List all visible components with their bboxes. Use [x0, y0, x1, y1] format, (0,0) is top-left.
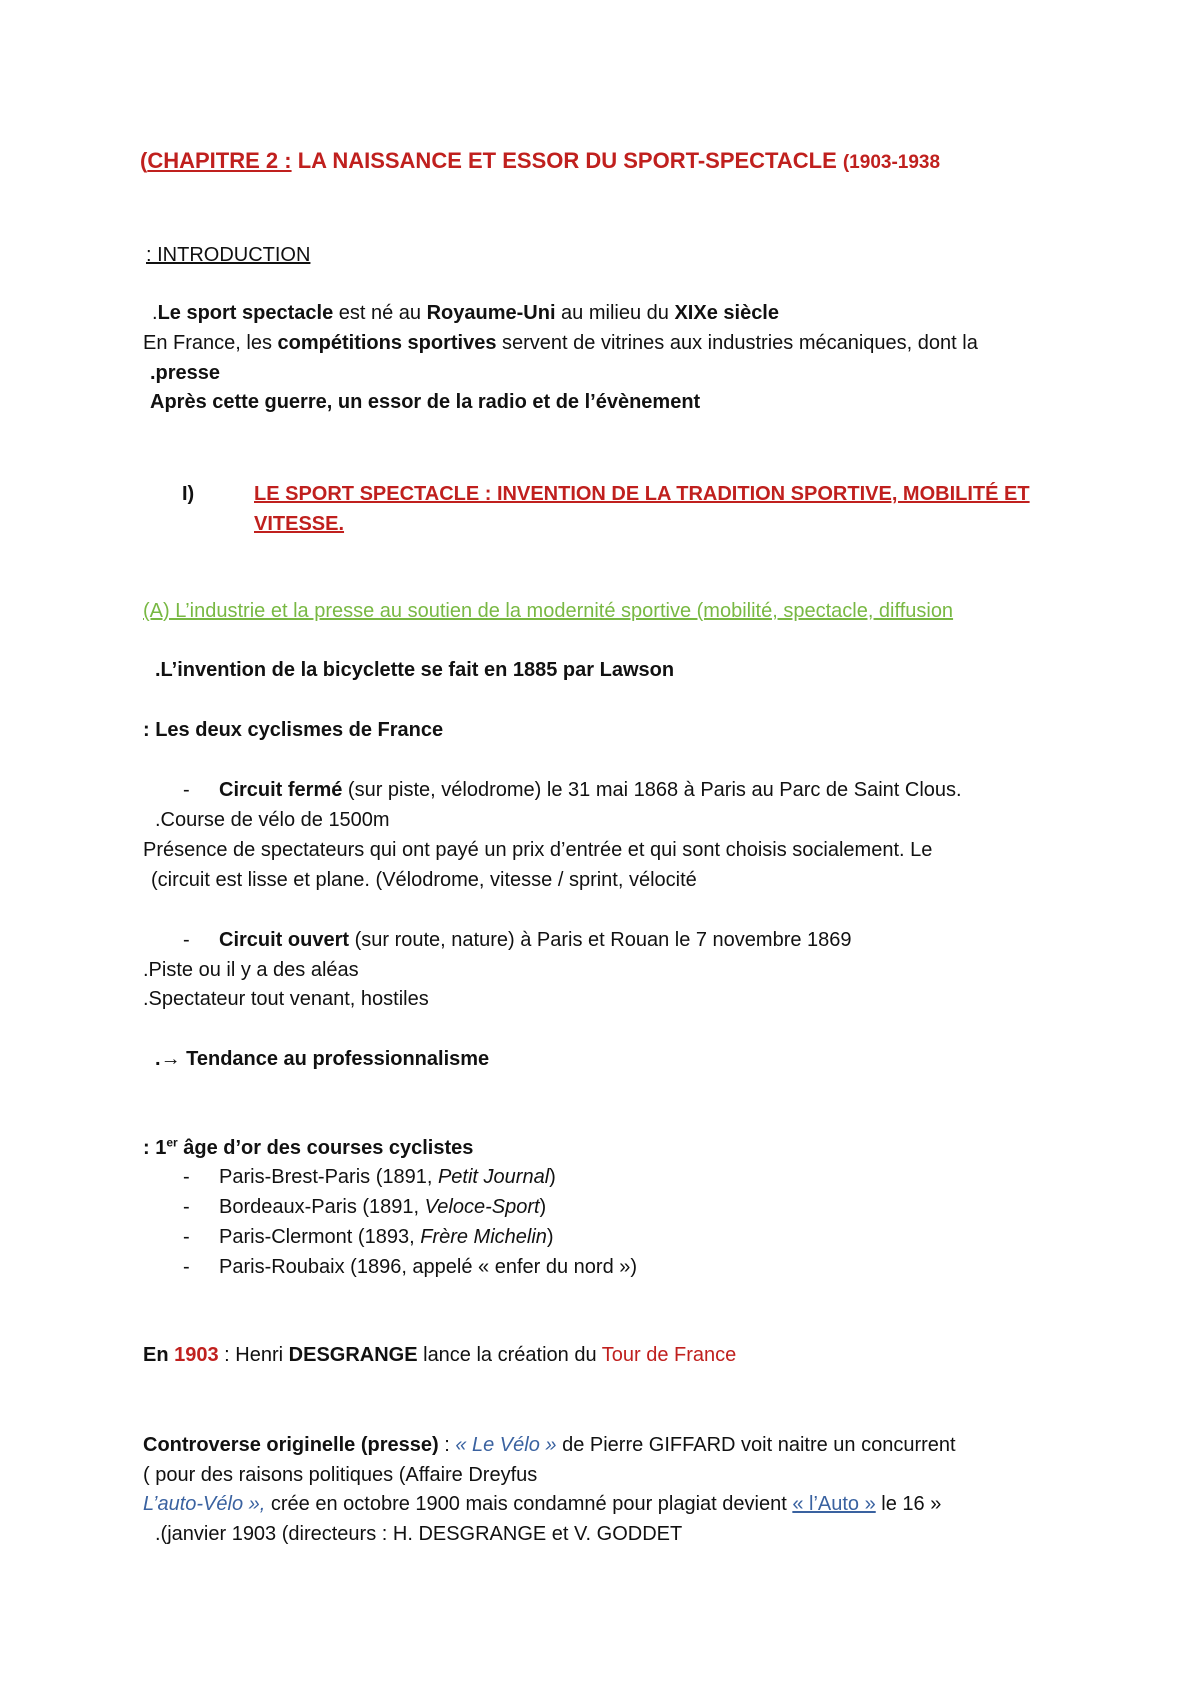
auto-link[interactable]: « l’Auto » [792, 1493, 876, 1515]
presence-line: Présence de spectateurs qui ont payé un prix d’entrée et qui sont choisis socialement. Le [143, 839, 933, 861]
arrow-right-icon: → [160, 1048, 181, 1070]
section-numeral: I) [182, 483, 195, 505]
race-item: Paris-Brest-Paris (1891, Petit Journal) [219, 1166, 556, 1188]
closed-circuit-line: Circuit fermé (sur piste, vélodrome) le 31 mai 1868 à Paris au Parc de Saint Clous. [219, 779, 962, 801]
chapter-title: (CHAPITRE 2 : LA NAISSANCE ET ESSOR DU SPORT-SPECTACLE (1903-1938 [140, 148, 941, 173]
intro-line-3: .presse [150, 362, 221, 384]
open-circuit-line: Circuit ouvert (sur route, nature) à Paris et Rouan le 7 novembre 1869 [219, 929, 852, 951]
controverse-line: Controverse originelle (presse) : « Le Vélo » de Pierre GIFFARD voit naitre un concurrent [143, 1434, 956, 1456]
race-item: Bordeaux-Paris (1891, Veloce-Sport) [219, 1196, 547, 1218]
circuit-lisse-line: (circuit est lisse et plane. (Vélodrome, vitesse / sprint, vélocité [151, 869, 697, 891]
open-circuit-dash: - [183, 929, 190, 951]
race-dash: - [183, 1226, 190, 1248]
section-title-line-1: LE SPORT SPECTACLE : INVENTION DE LA TRADITION SPORTIVE, MOBILITÉ ET [254, 483, 1030, 505]
tendance-line: .→ Tendance au professionnalisme [155, 1048, 490, 1070]
intro-line-4: Après cette guerre, un essor de la radio et de l’évènement [150, 391, 701, 413]
race-dash: - [183, 1196, 190, 1218]
intro-heading: : INTRODUCTION [146, 244, 311, 266]
spectateur-line: .Spectateur tout venant, hostiles [143, 988, 429, 1010]
tour-de-france-line: En 1903 : Henri DESGRANGE lance la création du Tour de France [143, 1344, 737, 1366]
two-cyclisms-line: : Les deux cyclismes de France [143, 719, 444, 741]
piste-line: .Piste ou il y a des aléas [143, 959, 359, 981]
auto-velo-line: L’auto-Vélo », crée en octobre 1900 mais condamné pour plagiat devient « l’Auto » le 16 » [143, 1493, 942, 1515]
janvier-line: .(janvier 1903 (directeurs : H. DESGRANGE et V. GODDET [155, 1523, 683, 1545]
golden-age-line: : 1er âge d’or des courses cyclistes [143, 1135, 474, 1159]
race-dash: - [183, 1256, 190, 1278]
politiques-line: ( pour des raisons politiques (Affaire Dreyfus [143, 1464, 538, 1486]
invention-line: .L’invention de la bicyclette se fait en 1885 par Lawson [155, 659, 675, 681]
race-item: Paris-Clermont (1893, Frère Michelin) [219, 1226, 554, 1248]
intro-line-1: .Le sport spectacle est né au Royaume-Uni au milieu du XIXe siècle [152, 302, 779, 324]
course-line: .Course de vélo de 1500m [155, 809, 390, 831]
section-title-line-2: VITESSE. [254, 513, 345, 535]
race-item: Paris-Roubaix (1896, appelé « enfer du nord ») [219, 1256, 638, 1278]
intro-line-2: En France, les compétitions sportives servent de vitrines aux industries mécaniques, dont la [143, 332, 978, 354]
subsection-a-title: (A) L’industrie et la presse au soutien de la modernité sportive (mobilité, spectacle, diffusion [143, 600, 954, 622]
closed-circuit-dash: - [183, 779, 190, 801]
race-dash: - [183, 1166, 190, 1188]
